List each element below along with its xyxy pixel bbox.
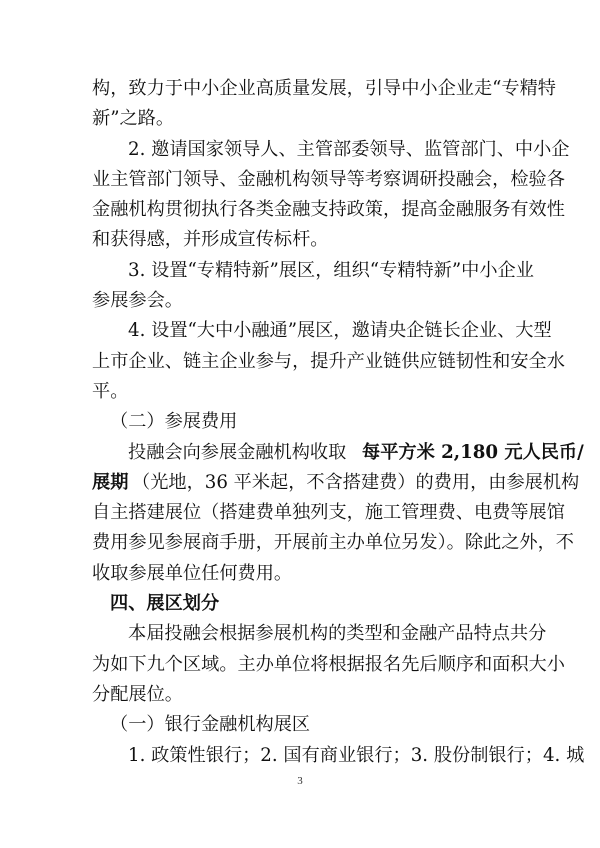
paragraph-line: 新”之路。 — [92, 108, 175, 129]
section-heading-fees: （二）参展费用 — [110, 411, 238, 432]
paragraph-line: 参展参会。 — [92, 290, 183, 311]
paragraph-line: 构，致力于中小企业高质量发展，引导中小企业走“专精特 — [92, 78, 556, 99]
paragraph-line-cont: （光地，36 平米起，不含搭建费）的费用，由参展机构 — [132, 472, 580, 493]
paragraph-line: 上市企业、链主企业参与，提升产业链供应链韧性和安全水 — [92, 351, 565, 372]
fee-amount-bold: 每平方米 2,180 元人民币/ — [362, 442, 584, 463]
paragraph-line: 为如下九个区域。主办单位将根据报名先后顺序和面积大小 — [92, 654, 565, 675]
paragraph-line: 金融机构贯彻执行各类金融支持政策，提高金融服务有效性 — [92, 199, 565, 220]
paragraph-line: 和获得感，并形成宣传标杆。 — [92, 229, 329, 250]
fee-period-bold: 展期 — [92, 472, 129, 493]
list-item-3-line: 3. 设置“专精特新”展区，组织“专精特新”中小企业 — [128, 260, 534, 281]
paragraph-line: 收取参展单位任何费用。 — [92, 563, 293, 584]
page-number: 3 — [297, 775, 303, 787]
section-heading-zones: 四、展区划分 — [110, 593, 220, 614]
paragraph-line: 平。 — [92, 381, 129, 402]
list-item-line: 1. 政策性银行；2. 国有商业银行；3. 股份制银行；4. 城 — [128, 745, 585, 766]
list-item-2-line: 2. 邀请国家领导人、主管部委领导、监管部门、中小企 — [128, 139, 570, 160]
section-heading-bank: （一）银行金融机构展区 — [110, 714, 311, 735]
paragraph-line: 自主搭建展位（搭建费单独列支，施工管理费、电费等展馆 — [92, 502, 565, 523]
paragraph-line: 业主管部门领导、金融机构领导等考察调研投融会，检验各 — [92, 169, 565, 190]
paragraph-line: 分配展位。 — [92, 684, 183, 705]
paragraph-line: 本届投融会根据参展机构的类型和金融产品特点共分 — [128, 623, 547, 644]
list-item-4-line: 4. 设置“大中小融通”展区，邀请央企链长企业、大型 — [128, 320, 552, 341]
paragraph-line: 费用参见参展商手册，开展前主办单位另发）。除此之外，不 — [92, 532, 574, 553]
paragraph-line-start: 投融会向参展金融机构收取 — [128, 442, 347, 463]
